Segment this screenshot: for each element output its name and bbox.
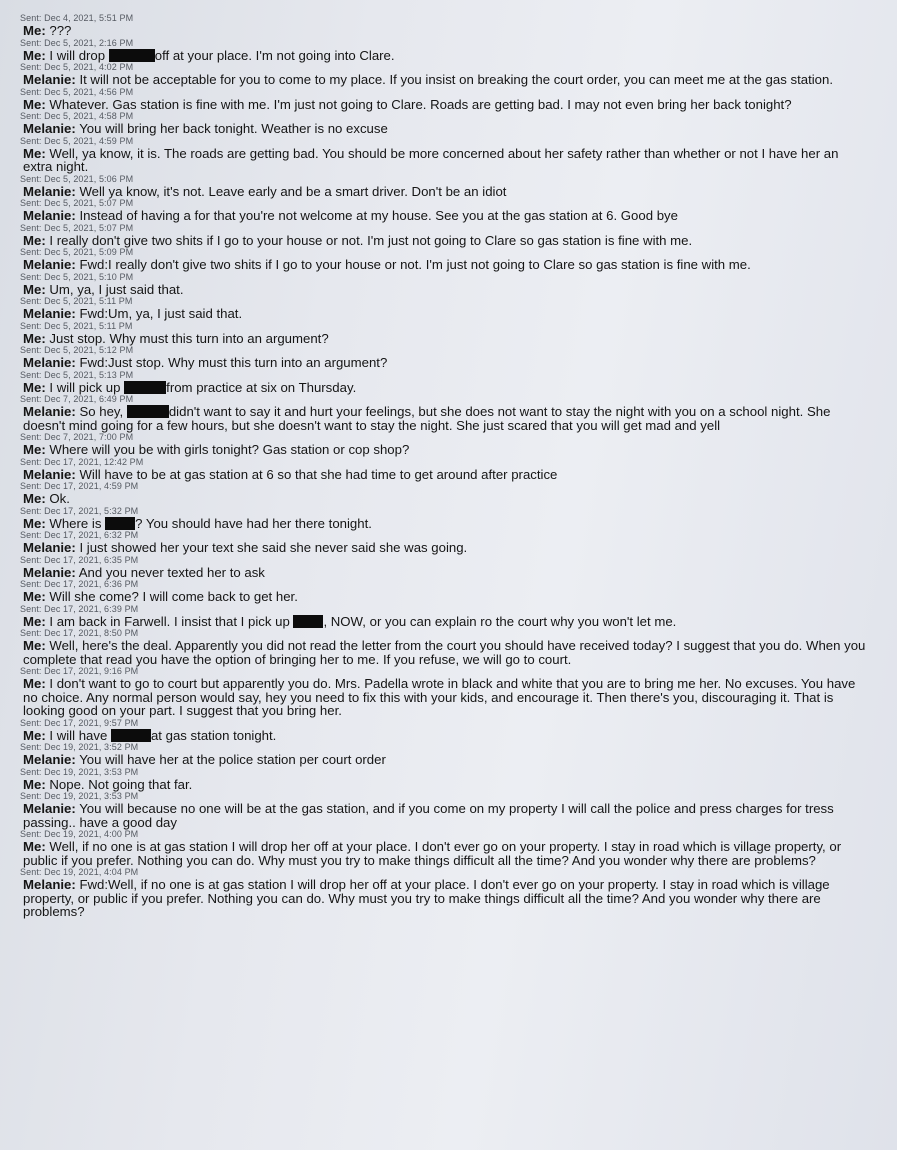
- sender-name: Melanie:: [23, 306, 76, 321]
- message-line: [20, 753, 867, 767]
- message-line: [20, 615, 867, 629]
- sent-timestamp: Sent: Dec 5, 2021, 2:16 PM: [20, 37, 134, 48]
- sender-name: Melanie:: [23, 540, 76, 555]
- sent-timestamp: Sent: Dec 5, 2021, 5:06 PM: [20, 173, 134, 184]
- message-text: Well, here's the deal. Apparently you did not read the letter from the court you should have received today? I suggest that you do. When you complete that read you have the option of bringing her to me. If you refuse, we will go to court.: [23, 638, 866, 667]
- message-line: [20, 73, 867, 87]
- redaction-block: [111, 729, 151, 742]
- message-entry: [20, 345, 867, 370]
- message-line: [20, 234, 867, 248]
- message-line: [20, 405, 867, 432]
- sender-name: Me:: [23, 23, 46, 38]
- sent-timestamp: Sent: Dec 17, 2021, 12:42 PM: [20, 456, 144, 467]
- message-entry: [20, 867, 867, 919]
- message-text: So hey,: [79, 404, 127, 419]
- message-text: It will not be acceptable for you to come to my place. If you insist on breaking the court order, you can meet me at the gas station.: [79, 72, 833, 87]
- message-text: I don't want to go to court but apparently you do. Mrs. Padella wrote in black and white that you are to bring me her. No excuses. You have no choice. Any normal person would say, hey you need to fix this with your kids, and encourage it. Then there's you, discouraging it. That is looking good on your part. I suggest that you bring her.: [23, 676, 856, 718]
- message-line: [20, 878, 867, 919]
- message-line: [20, 185, 867, 199]
- message-text: Whatever. Gas station is fine with me. I'm just not going to Clare. Roads are getting bad. I may not even bring her back tonight?: [49, 96, 792, 112]
- message-entry: [20, 666, 867, 718]
- sent-timestamp: Sent: Dec 17, 2021, 9:57 PM: [20, 717, 139, 728]
- sender-name: Me:: [23, 145, 46, 161]
- sent-timestamp: Sent: Dec 19, 2021, 4:00 PM: [20, 829, 139, 839]
- message-line: [20, 24, 867, 38]
- message-entry: [20, 13, 867, 38]
- sent-timestamp: Sent: Dec 7, 2021, 6:49 PM: [20, 394, 134, 404]
- message-entry: [20, 481, 867, 506]
- message-text: And you never texted her to ask: [78, 564, 265, 580]
- sent-timestamp: Sent: Dec 17, 2021, 6:39 PM: [20, 603, 139, 614]
- message-entry: [20, 136, 867, 174]
- sender-name: Melanie:: [23, 564, 76, 580]
- message-entry: [20, 321, 867, 346]
- sender-name: Melanie:: [23, 72, 76, 87]
- message-entry: [20, 87, 867, 112]
- message-line: [20, 840, 867, 867]
- sent-timestamp: Sent: Dec 5, 2021, 4:59 PM: [20, 135, 134, 146]
- sender-name: Me:: [23, 589, 46, 604]
- redaction-block: [105, 517, 135, 530]
- sender-name: Me:: [23, 491, 46, 506]
- message-entry: [20, 829, 867, 867]
- sent-timestamp: Sent: Dec 5, 2021, 5:10 PM: [20, 271, 134, 282]
- message-text: didn't want to say it and hurt your feelings, but she does not want to stay the night with you on a school night. She doesn't mind going for a few hours, but she doesn't want to stay the night. She just scared that you will get mad and yell: [23, 404, 831, 433]
- sender-name: Me:: [23, 613, 46, 629]
- message-text: Um, ya, I just said that.: [49, 281, 184, 297]
- sender-name: Melanie:: [23, 752, 76, 767]
- sender-name: Me:: [23, 515, 46, 531]
- sender-name: Me:: [23, 839, 46, 854]
- message-entry: [20, 718, 867, 743]
- message-entry: [20, 38, 867, 63]
- message-text: Fwd:Um, ya, I just said that.: [79, 306, 243, 321]
- message-entry: [20, 767, 867, 792]
- message-entry: [20, 296, 867, 321]
- message-line: [20, 332, 867, 346]
- message-line: [20, 356, 867, 370]
- sender-name: Melanie:: [23, 121, 76, 136]
- message-text: Well, ya know, it is. The roads are getting bad. You should be more concerned about her safety rather than whether or not I have her an extra night.: [23, 145, 839, 174]
- message-entry: [20, 272, 867, 297]
- message-line: [20, 778, 867, 792]
- message-entry: [20, 62, 867, 87]
- sent-timestamp: Sent: Dec 17, 2021, 5:32 PM: [20, 505, 139, 516]
- sent-timestamp: Sent: Dec 5, 2021, 4:02 PM: [20, 62, 134, 72]
- message-entry: [20, 506, 867, 531]
- redaction-block: [127, 405, 169, 418]
- sent-timestamp: Sent: Dec 5, 2021, 5:07 PM: [20, 222, 134, 233]
- message-text: from practice at six on Thursday.: [166, 379, 357, 395]
- message-line: [20, 566, 867, 580]
- message-entry: [20, 247, 867, 272]
- sender-name: Melanie:: [23, 466, 76, 482]
- message-text: Instead of having a for that you're not welcome at my house. See you at the gas station at 6. Good bye: [79, 208, 678, 223]
- message-line: [20, 729, 867, 743]
- message-text: Ok.: [49, 491, 70, 506]
- sent-timestamp: Sent: Dec 19, 2021, 4:04 PM: [20, 867, 139, 877]
- message-entry: [20, 370, 867, 395]
- message-line: [20, 49, 867, 63]
- sender-name: Me:: [23, 47, 46, 63]
- message-entry: [20, 555, 867, 580]
- message-line: [20, 492, 867, 506]
- message-text: ???: [49, 23, 72, 38]
- sender-name: Me:: [23, 776, 46, 792]
- message-text: I am back in Farwell. I insist that I pick up: [49, 613, 294, 629]
- message-text: I will pick up: [49, 379, 125, 395]
- sent-timestamp: Sent: Dec 19, 2021, 3:53 PM: [20, 791, 139, 801]
- message-text: Will she come? I will come back to get her.: [49, 589, 298, 604]
- redaction-block: [109, 49, 155, 62]
- message-entry: [20, 394, 867, 432]
- sender-name: Melanie:: [23, 355, 76, 370]
- sender-name: Melanie:: [23, 183, 76, 199]
- sender-name: Me:: [23, 330, 46, 346]
- message-entry: [20, 530, 867, 555]
- sent-timestamp: Sent: Dec 5, 2021, 5:13 PM: [20, 369, 134, 380]
- sent-timestamp: Sent: Dec 5, 2021, 5:07 PM: [20, 198, 134, 208]
- sent-timestamp: Sent: Dec 7, 2021, 7:00 PM: [20, 432, 134, 442]
- message-entry: [20, 223, 867, 248]
- message-line: [20, 517, 867, 531]
- sender-name: Melanie:: [23, 877, 76, 892]
- message-entry: [20, 174, 867, 199]
- sent-timestamp: Sent: Dec 17, 2021, 8:50 PM: [20, 628, 139, 638]
- sent-timestamp: Sent: Dec 5, 2021, 5:11 PM: [20, 296, 133, 306]
- sent-timestamp: Sent: Dec 5, 2021, 4:56 PM: [20, 86, 134, 97]
- sent-timestamp: Sent: Dec 17, 2021, 6:32 PM: [20, 530, 139, 540]
- sender-name: Melanie:: [23, 208, 76, 223]
- message-line: [20, 381, 867, 395]
- message-text: Fwd:Just stop. Why must this turn into an argument?: [79, 355, 388, 370]
- message-text: Fwd:I really don't give two shits if I go to your house or not. I'm just not going to Clare so gas station is fine with me.: [79, 257, 751, 272]
- sent-timestamp: Sent: Dec 5, 2021, 5:12 PM: [20, 345, 134, 355]
- message-text: off at your place. I'm not going into Clare.: [154, 47, 395, 63]
- message-line: [20, 590, 867, 604]
- redaction-block: [124, 381, 166, 394]
- message-entry: [20, 432, 867, 457]
- message-entry: [20, 198, 867, 223]
- message-text: , NOW, or you can explain ro the court why you won't let me.: [323, 613, 677, 629]
- message-line: [20, 209, 867, 223]
- redaction-block: [293, 615, 323, 628]
- sent-timestamp: Sent: Dec 17, 2021, 9:16 PM: [20, 666, 139, 676]
- message-line: [20, 258, 867, 272]
- message-text: Where will you be with girls tonight? Gas station or cop shop?: [49, 442, 410, 457]
- sent-timestamp: Sent: Dec 5, 2021, 5:09 PM: [20, 247, 134, 257]
- sender-name: Melanie:: [23, 404, 76, 419]
- message-text: Fwd:Well, if no one is at gas station I will drop her off at your place. I don't ever go on your property. I stay in road which is village property, or public if you prefer. Nothing you can do. Why must you try to make things difficult all the time? And you wonder why there are problems?: [23, 877, 830, 919]
- message-text: Well ya know, it's not. Leave early and be a smart driver. Don't be an idiot: [79, 183, 507, 199]
- message-line: [20, 802, 867, 829]
- message-text: You will have her at the police station per court order: [79, 752, 386, 767]
- sent-timestamp: Sent: Dec 17, 2021, 6:35 PM: [20, 554, 139, 565]
- message-text: I just showed her your text she said she never said she was going.: [79, 540, 468, 555]
- message-line: [20, 677, 867, 718]
- message-text: I really don't give two shits if I go to your house or not. I'm just not going to Clare so gas station is fine with me.: [49, 232, 693, 248]
- sender-name: Me:: [23, 232, 46, 248]
- message-entry: [20, 457, 867, 482]
- sender-name: Me:: [23, 442, 46, 457]
- sent-timestamp: Sent: Dec 19, 2021, 3:53 PM: [20, 766, 139, 777]
- message-entry: [20, 111, 867, 136]
- sent-timestamp: Sent: Dec 17, 2021, 4:59 PM: [20, 481, 139, 491]
- sender-name: Me:: [23, 379, 46, 395]
- message-line: [20, 122, 867, 136]
- message-line: [20, 541, 867, 555]
- sent-timestamp: Sent: Dec 5, 2021, 5:11 PM: [20, 320, 133, 331]
- message-text: Where is: [49, 515, 106, 531]
- message-line: [20, 283, 867, 297]
- message-line: [20, 639, 867, 666]
- message-text: ? You should have had her there tonight.: [135, 515, 372, 531]
- message-entry: [20, 628, 867, 666]
- message-line: [20, 147, 867, 174]
- message-line: [20, 307, 867, 321]
- message-line: [20, 468, 867, 482]
- message-text: Will have to be at gas station at 6 so that she had time to get around after practice: [79, 466, 558, 482]
- message-text: I will drop: [49, 47, 109, 63]
- sent-timestamp: Sent: Dec 17, 2021, 6:36 PM: [20, 579, 139, 589]
- message-entry: [20, 742, 867, 767]
- sender-name: Me:: [23, 96, 46, 112]
- message-entry: [20, 604, 867, 629]
- sender-name: Me:: [23, 638, 46, 653]
- sender-name: Me:: [23, 676, 46, 691]
- message-text: at gas station tonight.: [150, 727, 277, 743]
- message-entry: [20, 791, 867, 829]
- sent-timestamp: Sent: Dec 4, 2021, 5:51 PM: [20, 13, 134, 23]
- message-text: You will because no one will be at the gas station, and if you come on my property I will call the police and press charges for tress passing.. have a good day: [23, 801, 834, 830]
- message-text: Well, if no one is at gas station I will drop her off at your place. I don't ever go on your property. I stay in road which is village property, or public if you prefer. Nothing you can do. Why must you try to make things difficult all the time? And you wonder why there are problems?: [23, 839, 842, 868]
- sent-timestamp: Sent: Dec 19, 2021, 3:52 PM: [20, 742, 139, 752]
- message-entry: [20, 579, 867, 604]
- sender-name: Me:: [23, 727, 46, 743]
- message-text: I will have: [49, 727, 111, 743]
- sent-timestamp: Sent: Dec 5, 2021, 4:58 PM: [20, 111, 134, 121]
- sender-name: Melanie:: [23, 801, 76, 816]
- sender-name: Me:: [23, 281, 46, 297]
- message-line: [20, 443, 867, 457]
- sender-name: Melanie:: [23, 257, 76, 272]
- message-text: Just stop. Why must this turn into an argument?: [49, 330, 329, 346]
- message-text: Nope. Not going that far.: [49, 776, 193, 792]
- message-text: You will bring her back tonight. Weather is no excuse: [79, 121, 388, 136]
- message-line: [20, 98, 867, 112]
